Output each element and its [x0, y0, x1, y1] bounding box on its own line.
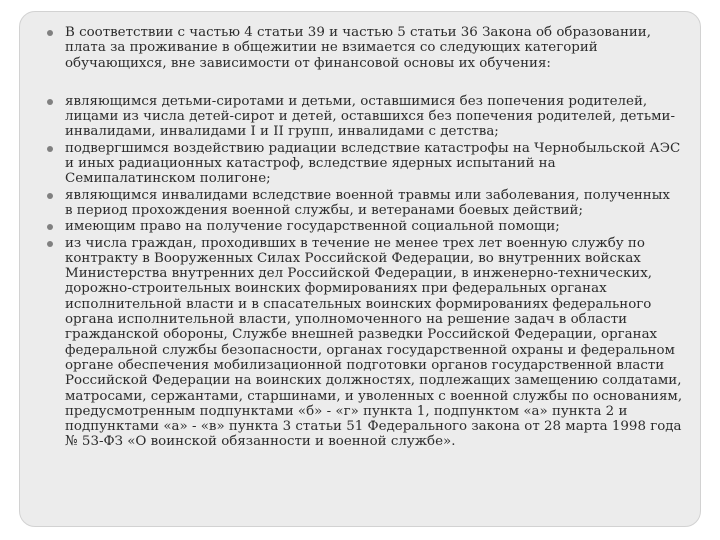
text-line: инвалидами, инвалидами I и II групп, инвалидами с детства; — [65, 124, 499, 140]
text-line: исполнительной власти и в спасательных воинских формированиях федерального — [65, 296, 652, 312]
list-item-contract-service — [47, 236, 695, 450]
list-item-radiation — [47, 141, 695, 187]
text-line: предусмотренным подпунктами «б» - «г» пункта 1, подпунктом «а» пункта 2 и — [65, 403, 628, 419]
bullet-icon — [47, 146, 53, 152]
list-item-intro — [47, 25, 695, 71]
text-line: Российской Федерации на воинских должностях, подлежащих замещению солдатами, — [65, 373, 682, 389]
text-line: лицами из числа детей-сирот и детей, оставшихся без попечения родителей, детьми- — [65, 109, 675, 125]
list-item-military-injury — [47, 188, 695, 219]
text-line: органе обеспечения мобилизационной подготовки органов государственной власти — [65, 357, 665, 373]
bullet-icon — [47, 99, 53, 105]
text-line: имеющим право на получение государственной социальной помощи; — [65, 219, 560, 235]
text-line: № 53-ФЗ «О воинской обязанности и военной службе». — [65, 434, 456, 450]
text-line: обучающихся, вне зависимости от финансовой основы их обучения: — [65, 55, 551, 71]
text-line: органа исполнительной власти, уполномоченного на решение задач в области — [65, 312, 628, 328]
text-line: являющимся детьми-сиротами и детьми, оставшимися без попечения родителей, — [65, 93, 648, 109]
text-line: матросами, сержантами, старшинами, и уволенных с военной службы по основаниям, — [65, 388, 683, 404]
bullet-list — [47, 25, 695, 450]
bullet-icon — [47, 241, 53, 247]
text-line: плата за проживание в общежитии не взимается со следующих категорий — [65, 40, 598, 56]
text-line: контракту в Вооруженных Силах Российской Федерации, во внутренних войсках — [65, 250, 641, 266]
text-line: Министерства внутренних дел Российской Федерации, в инженерно-технических, — [65, 266, 653, 282]
list-item-orphans — [47, 94, 695, 140]
text-line: дорожно-строительных воинских формированиях при федеральных органах — [65, 281, 607, 297]
text-line: подвергшимся воздействию радиации вследствие катастрофы на Чернобыльской АЭС — [65, 140, 681, 156]
text-line: федеральной службы безопасности, органах государственной охраны и федеральном — [65, 342, 675, 358]
text-line: из числа граждан, проходивших в течение не менее трех лет военную службу по — [65, 235, 645, 251]
text-line: В соответствии с частью 4 статьи 39 и частью 5 статьи 36 Закона об образовании, — [65, 25, 651, 40]
text-line: в период прохождения военной службы, и ветеранами боевых действий; — [65, 202, 583, 218]
text-line: Семипалатинском полигоне; — [65, 171, 271, 187]
list-item-social-aid — [47, 219, 695, 234]
text-line: подпунктами «а» - «в» пункта 3 статьи 51 Федерального закона от 28 марта 1998 года — [65, 419, 682, 435]
text-line: гражданской обороны, Службе внешней разведки Российской Федерации, органах — [65, 327, 658, 343]
text-line: являющимся инвалидами вследствие военной травмы или заболевания, полученных — [65, 187, 670, 203]
bullet-icon — [47, 193, 53, 199]
bullet-icon — [47, 224, 53, 230]
text-line: и иных радиационных катастроф, вследствие ядерных испытаний на — [65, 156, 556, 172]
bullet-icon — [47, 30, 53, 36]
